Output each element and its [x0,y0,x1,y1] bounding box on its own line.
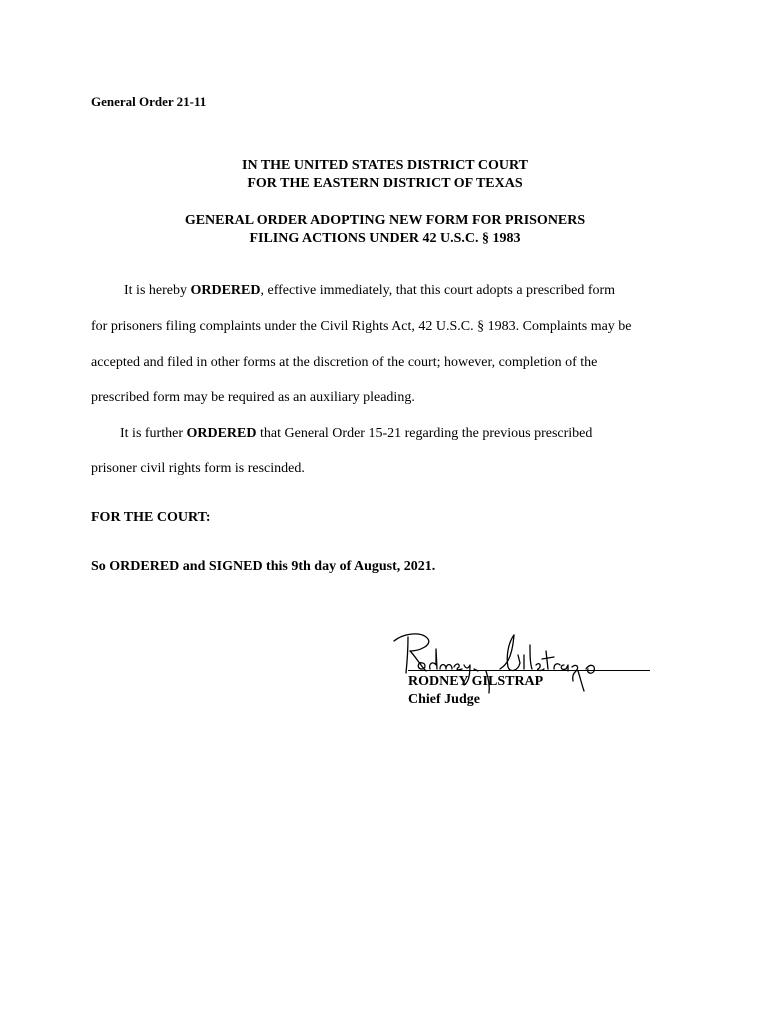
paragraph1-line2: for prisoners filing complaints under the Civil Rights Act, 42 U.S.C. § 1983. Complaints may be [91,319,632,334]
paragraph1-rest: , effective immediately, that this court adopts a prescribed form [260,283,616,298]
paragraph1-lead: It is hereby [124,283,191,298]
paragraph2-line2: prisoner civil rights form is rescinded. [91,461,305,476]
order-number: General Order 21-11 [91,94,207,109]
paragraph1-line3: accepted and filed in other forms at the discretion of the court; however, completion of the [91,355,598,370]
court-heading-line: FOR THE EASTERN DISTRICT OF TEXAS [247,176,523,191]
order-title-line: FILING ACTIONS UNDER 42 U.S.C. § 1983 [249,231,521,246]
paragraph1-line4: prescribed form may be required as an auxiliary pleading. [91,390,415,405]
paragraph2-rest: that General Order 15-21 regarding the previous prescribed [256,426,593,441]
judge-title: Chief Judge [408,692,480,707]
order-title-line: GENERAL ORDER ADOPTING NEW FORM FOR PRISONERS [184,213,586,228]
court-heading-line: IN THE UNITED STATES DISTRICT COURT [242,158,528,173]
court-name-heading [0,157,770,193]
paragraph1-line1 [124,283,724,299]
signature-line [408,670,650,671]
paragraph2-lead: It is further [120,426,187,441]
paragraph2-ordered: ORDERED [186,426,257,441]
judge-name: RODNEY GILSTRAP [408,674,544,689]
order-title-heading [0,212,770,248]
signed-date-line: So ORDERED and SIGNED this 9th day of August, 2021. [91,559,436,574]
for-the-court: FOR THE COURT: [91,510,211,525]
paragraph1-ordered: ORDERED [190,283,261,298]
paragraph2-line1 [120,426,720,442]
